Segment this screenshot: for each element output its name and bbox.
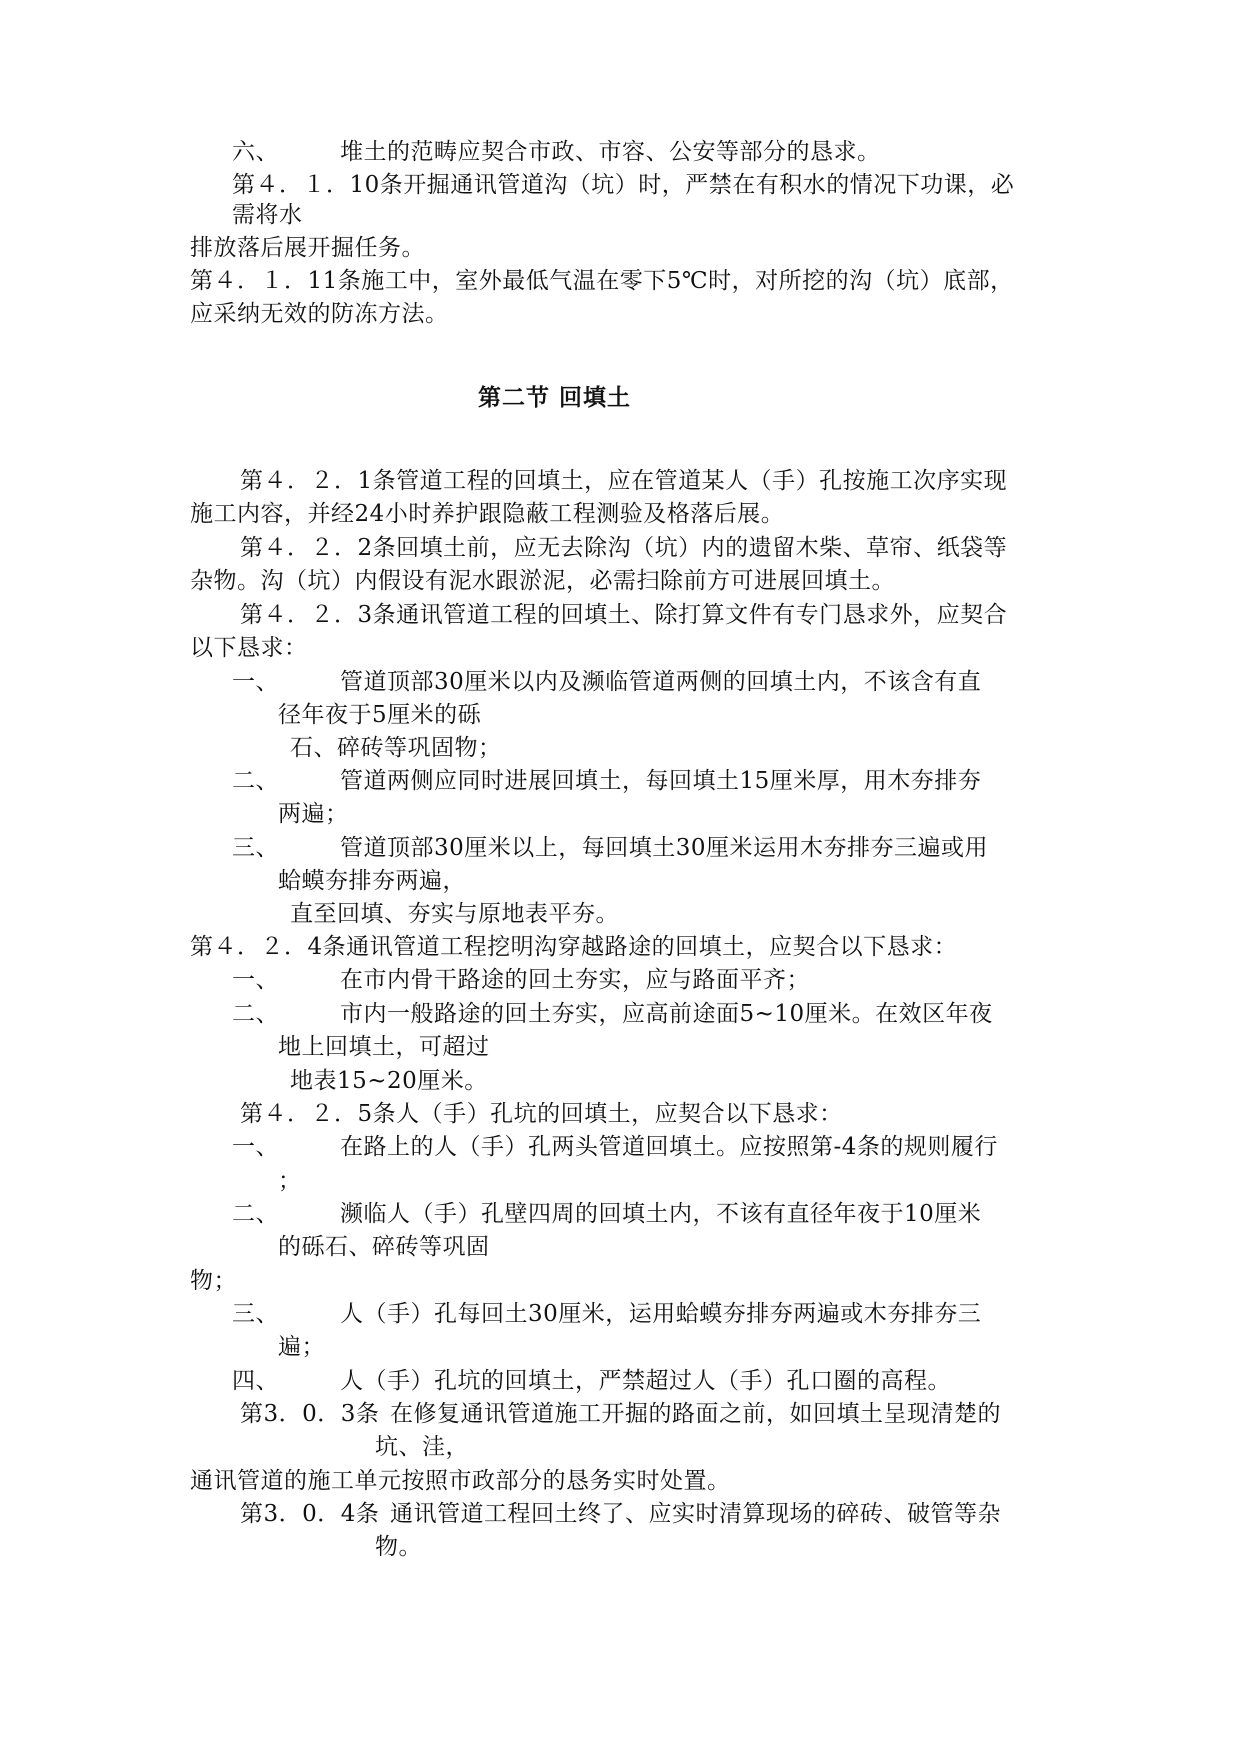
list-item-continuation: 蛤蟆夯排夯两遍，: [278, 868, 466, 894]
clause-4-2-5: 第４．２．5条人（手）孔坑的回填土，应契合以下恳求：: [240, 1101, 843, 1127]
list-item-text: 管道两侧应同时进展回填土，每回填土15厘米厚，用木夯排夯: [340, 768, 982, 794]
list-item-text: 在路上的人（手）孔两头管道回填土。应按照第-4条的规则履行: [340, 1134, 998, 1160]
clause-3-0-3-continuation: 通讯管道的施工单元按照市政部分的恳务实时处置。: [190, 1468, 731, 1494]
clause-4-2-2-line2: 杂物。沟（坑）内假设有泥水跟淤泥，必需扫除前方可进展回填土。: [190, 568, 895, 594]
clause-3-0-3-continuation: 坑、洼，: [375, 1434, 469, 1460]
list-item-text: 人（手）孔坑的回填土，严禁超过人（手）孔口圈的高程。: [340, 1368, 951, 1394]
clause-3-0-4-number: 第3．0．4条: [240, 1501, 380, 1527]
list-item-continuation: 遍；: [278, 1334, 325, 1360]
clause-3-0-4-text: 通讯管道工程回土终了、应实时清算现场的碎砖、破管等杂: [390, 1501, 1001, 1527]
list-item-continuation: 径年夜于5厘米的砾: [278, 702, 482, 728]
clause-3-0-3-text: 在修复通讯管道施工开掘的路面之前，如回填土呈现清楚的: [390, 1401, 1001, 1427]
clause-4-2-1-line2: 施工内容，并经24小时养护跟隐蔽工程测验及格落后展。: [190, 501, 785, 527]
list-item-text: 市内一般路途的回土夯实，应高前途面5~10厘米。在效区年夜: [340, 1001, 993, 1027]
list-item-number: 四、: [232, 1368, 279, 1394]
clause-4-1-11-line2: 应采纳无效的防冻方法。: [190, 301, 449, 327]
clause-4-1-11-line1: 第４．１．11条施工中，室外最低气温在零下5℃时，对所挖的沟（坑）底部，: [190, 268, 1014, 294]
list-item-continuation: 直至回填、夯实与原地表平夯。: [290, 901, 619, 927]
list-item-number: 三、: [232, 835, 279, 861]
clause-4-1-10-line2: 需将水: [232, 202, 303, 228]
list-item-continuation: ；: [278, 1168, 302, 1194]
list-item-six-number: 六、: [232, 139, 279, 165]
list-item-continuation: 的砾石、碎砖等巩固: [278, 1234, 490, 1260]
list-item-number: 一、: [232, 1134, 279, 1160]
list-item-continuation: 地表15~20厘米。: [290, 1068, 488, 1094]
section-heading: 第二节 回填土: [478, 384, 632, 411]
list-item-continuation: 物；: [190, 1268, 237, 1294]
clause-4-1-10-line3: 排放落后展开掘任务。: [190, 235, 425, 261]
list-item-number: 一、: [232, 669, 279, 695]
clause-4-2-2-line1: 第４．２．2条回填土前，应无去除沟（坑）内的遗留木柴、草帘、纸袋等: [240, 535, 1008, 561]
list-item-number: 二、: [232, 1201, 279, 1227]
list-item-continuation: 两遍；: [278, 801, 349, 827]
clause-4-1-10-line1: 第４．１．10条开掘通讯管道沟（坑）时，严禁在有积水的情况下功课，必: [232, 172, 1015, 198]
clause-3-0-3-number: 第3．0．3条: [240, 1401, 380, 1427]
list-item-text: 管道顶部30厘米以内及濒临管道两侧的回填土内，不该含有直: [340, 669, 982, 695]
list-item-text: 濒临人（手）孔壁四周的回填土内，不该有直径年夜于10厘米: [340, 1201, 982, 1227]
list-item-text: 管道顶部30厘米以上，每回填土30厘米运用木夯排夯三遍或用: [340, 835, 989, 861]
list-item-text: 在市内骨干路途的回土夯实，应与路面平齐；: [340, 967, 810, 993]
list-item-number: 二、: [232, 768, 279, 794]
list-item-six-text: 堆土的范畴应契合市政、市容、公安等部分的恳求。: [340, 139, 881, 165]
clause-4-2-3-line2: 以下恳求：: [190, 635, 308, 661]
list-item-continuation: 石、碎砖等巩固物；: [290, 735, 502, 761]
clause-4-2-1-line1: 第４．２．1条管道工程的回填土，应在管道某人（手）孔按施工次序实现: [240, 468, 1008, 494]
clause-4-2-3-line1: 第４．２．3条通讯管道工程的回填土、除打算文件有专门恳求外，应契合: [240, 602, 1008, 628]
list-item-number: 三、: [232, 1301, 279, 1327]
list-item-number: 一、: [232, 967, 279, 993]
list-item-number: 二、: [232, 1001, 279, 1027]
clause-3-0-4-continuation: 物。: [375, 1534, 422, 1560]
list-item-text: 人（手）孔每回土30厘米，运用蛤蟆夯排夯两遍或木夯排夯三: [340, 1301, 982, 1327]
clause-4-2-4: 第４．２．4条通讯管道工程挖明沟穿越路途的回填土，应契合以下恳求：: [190, 934, 958, 960]
list-item-continuation: 地上回填土，可超过: [278, 1034, 490, 1060]
